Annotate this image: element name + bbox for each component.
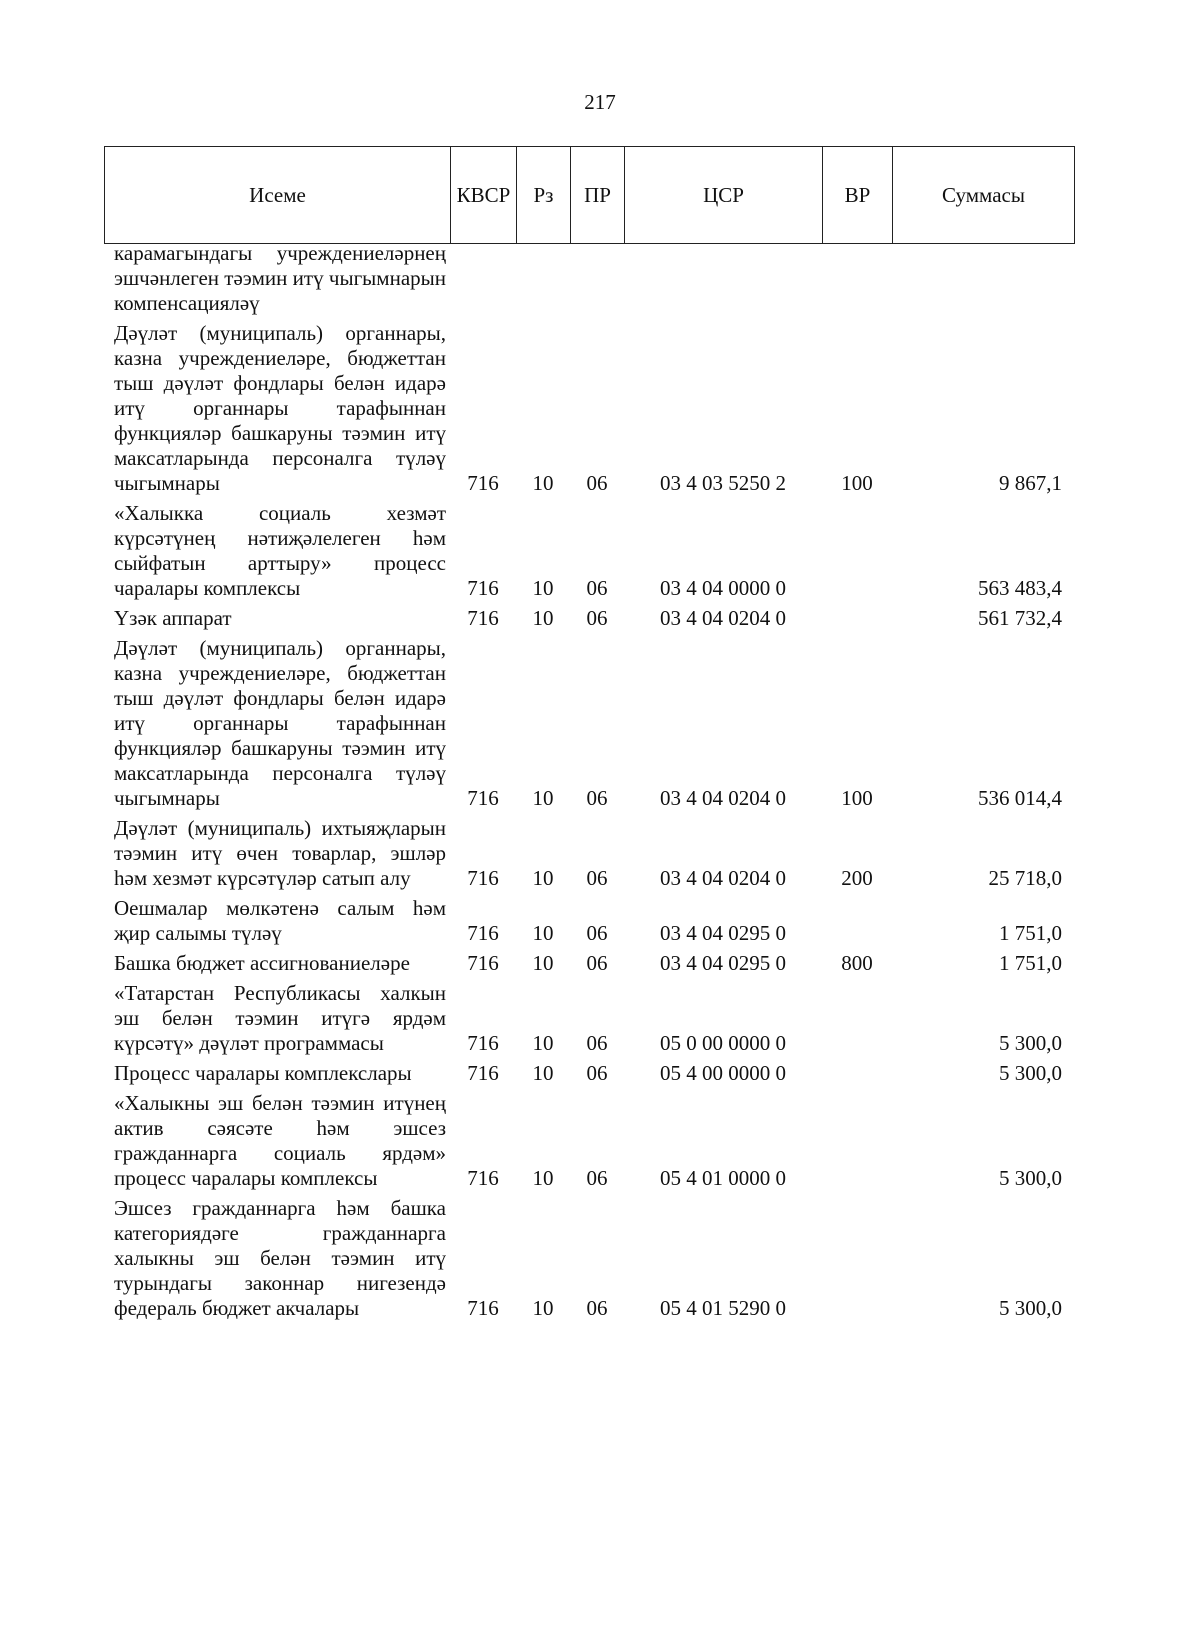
cell-rz: 10 <box>532 576 554 600</box>
header-rz: Рз <box>517 147 571 244</box>
table-row <box>104 1056 1074 1086</box>
cell-kvsr: 716 <box>467 1061 499 1085</box>
cell-rz: 10 <box>532 606 554 630</box>
cell-kvsr: 716 <box>467 1296 499 1320</box>
cell-sum: 563 483,4 <box>978 576 1062 600</box>
cell-pr: 06 <box>586 866 608 890</box>
cell-pr: 06 <box>586 1061 608 1085</box>
table-row <box>104 891 1074 946</box>
cell-pr: 06 <box>586 786 608 810</box>
header-sum: Суммасы <box>893 147 1075 244</box>
table-row <box>104 1086 1074 1191</box>
cell-vr: 800 <box>841 951 873 975</box>
cell-rz: 10 <box>532 1296 554 1320</box>
cell-rz: 10 <box>532 1061 554 1085</box>
cell-rz: 10 <box>532 866 554 890</box>
cell-pr: 06 <box>586 1166 608 1190</box>
cell-vr <box>822 891 892 946</box>
cell-sum: 25 718,0 <box>988 866 1062 890</box>
cell-name: «Халыкны эш белән тәэмин итүнең актив сәясәте һәм эшсез гражданнарга социаль ярдәм» процесс чаралары комплексы <box>114 1091 446 1190</box>
cell-sum: 5 300,0 <box>999 1061 1062 1085</box>
cell-sum: 561 732,4 <box>978 606 1062 630</box>
cell-sum: 5 300,0 <box>999 1296 1062 1320</box>
cell-csr: 05 4 01 5290 0 <box>660 1296 786 1320</box>
cell-vr: 200 <box>841 866 873 890</box>
cell-rz: 10 <box>532 1166 554 1190</box>
cell-name: Дәүләт (муниципаль) ихтыяҗларын тәэмин итү өчен товарлар, эшләр һәм хезмәт күрсәтүләр сатып алу <box>114 816 446 890</box>
header-pr: ПР <box>571 147 625 244</box>
cell-kvsr: 716 <box>467 921 499 945</box>
cell-csr: 05 0 00 0000 0 <box>660 1031 786 1055</box>
cell-vr <box>822 1191 892 1321</box>
cell-csr <box>624 241 822 316</box>
cell-name: Үзәк аппарат <box>114 606 232 630</box>
cell-rz: 10 <box>532 1031 554 1055</box>
cell-vr <box>822 601 892 631</box>
cell-vr <box>822 241 892 316</box>
cell-vr <box>822 496 892 601</box>
cell-csr: 03 4 04 0000 0 <box>660 576 786 600</box>
table-row <box>104 601 1074 631</box>
cell-kvsr: 716 <box>467 1031 499 1055</box>
header-kvsr: КВСР <box>451 147 517 244</box>
cell-sum <box>892 241 1074 316</box>
cell-sum: 5 300,0 <box>999 1031 1062 1055</box>
table-row <box>104 631 1074 811</box>
cell-pr: 06 <box>586 951 608 975</box>
table-row <box>104 316 1074 496</box>
budget-table <box>104 241 1074 1321</box>
page-number: 217 <box>584 90 616 114</box>
table-row <box>104 811 1074 891</box>
cell-kvsr: 716 <box>467 471 499 495</box>
table-body <box>104 241 1074 1321</box>
cell-sum: 1 751,0 <box>999 921 1062 945</box>
cell-name: Эшсез гражданнарга һәм башка категориядәге гражданнарга халыкны эш белән тәэмин итү турындагы законнар нигезендә федераль бюджет акчалары <box>114 1196 446 1320</box>
cell-sum: 9 867,1 <box>999 471 1062 495</box>
table-row <box>104 976 1074 1056</box>
table-row <box>104 241 1074 316</box>
table-row <box>104 946 1074 976</box>
cell-rz <box>516 241 570 316</box>
cell-kvsr: 716 <box>467 1166 499 1190</box>
cell-sum: 536 014,4 <box>978 786 1062 810</box>
cell-rz: 10 <box>532 471 554 495</box>
cell-csr: 03 4 04 0204 0 <box>660 866 786 890</box>
cell-vr <box>822 976 892 1056</box>
cell-csr: 03 4 04 0295 0 <box>660 921 786 945</box>
header-vr: ВР <box>823 147 893 244</box>
cell-pr: 06 <box>586 921 608 945</box>
cell-rz: 10 <box>532 921 554 945</box>
cell-kvsr <box>450 241 516 316</box>
cell-vr: 100 <box>841 471 873 495</box>
cell-csr: 03 4 03 5250 2 <box>660 471 786 495</box>
cell-kvsr: 716 <box>467 786 499 810</box>
cell-name: «Татарстан Республикасы халкын эш белән тәэмин итүгә ярдәм күрсәтү» дәүләт программасы <box>114 981 446 1055</box>
cell-name: Дәүләт (муниципаль) органнары, казна учреждениеләре, бюджеттан тыш дәүләт фондлары белән идарә итү органнары тарафыннан функцияләр башкаруны тәэмин итү максатларында персоналга түләү чыгымнары <box>114 636 446 810</box>
cell-csr: 05 4 01 0000 0 <box>660 1166 786 1190</box>
cell-vr <box>822 1086 892 1191</box>
cell-csr: 05 4 00 0000 0 <box>660 1061 786 1085</box>
cell-sum: 5 300,0 <box>999 1166 1062 1190</box>
cell-csr: 03 4 04 0204 0 <box>660 606 786 630</box>
cell-rz: 10 <box>532 786 554 810</box>
header-csr: ЦСР <box>625 147 823 244</box>
cell-name: Процесс чаралары комплекслары <box>114 1061 412 1085</box>
cell-pr: 06 <box>586 576 608 600</box>
cell-vr: 100 <box>841 786 873 810</box>
cell-name: Башка бюджет ассигнованиеләре <box>114 951 410 975</box>
cell-kvsr: 716 <box>467 606 499 630</box>
cell-vr <box>822 1056 892 1086</box>
cell-csr: 03 4 04 0295 0 <box>660 951 786 975</box>
cell-csr: 03 4 04 0204 0 <box>660 786 786 810</box>
table-header <box>104 146 1075 244</box>
cell-pr <box>570 241 624 316</box>
cell-kvsr: 716 <box>467 866 499 890</box>
cell-pr: 06 <box>586 606 608 630</box>
cell-pr: 06 <box>586 471 608 495</box>
cell-kvsr: 716 <box>467 576 499 600</box>
table-row <box>104 1191 1074 1321</box>
cell-pr: 06 <box>586 1031 608 1055</box>
cell-kvsr: 716 <box>467 951 499 975</box>
cell-rz: 10 <box>532 951 554 975</box>
cell-pr: 06 <box>586 1296 608 1320</box>
cell-name: карамагындагы учреждениеләрнең эшчәнлеген тәэмин итү чыгымнарын компенсацияләү <box>114 241 446 315</box>
cell-name: Оешмалар мөлкәтенә салым һәм җир салымы түләү <box>114 896 446 945</box>
table-row <box>104 496 1074 601</box>
cell-name: «Халыкка социаль хезмәт күрсәтүнең нәтиҗәлелеген һәм сыйфатын арттыру» процесс чаралары комплексы <box>114 501 446 600</box>
cell-name: Дәүләт (муниципаль) органнары, казна учреждениеләре, бюджеттан тыш дәүләт фондлары белән идарә итү органнары тарафыннан функцияләр башкаруны тәэмин итү максатларында персоналга түләү чыгымнары <box>114 321 446 495</box>
header-name: Исеме <box>105 147 451 244</box>
cell-sum: 1 751,0 <box>999 951 1062 975</box>
